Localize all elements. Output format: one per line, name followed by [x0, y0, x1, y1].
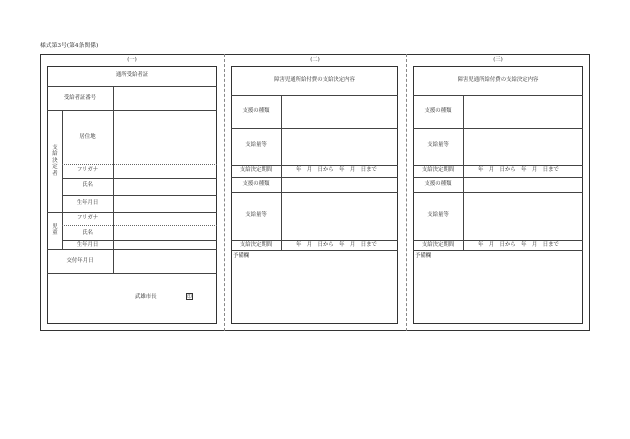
content-box-3 [413, 66, 583, 324]
seal-mark: 印 [187, 295, 192, 300]
content-title-2: 障害児通所給付費の支給決定内容 [274, 77, 355, 83]
panel-header-1: (一) [127, 56, 137, 63]
child-name-label: 氏名 [82, 230, 93, 236]
notes-label-2: 予備欄 [233, 253, 250, 259]
content-title-3: 障害児通所給付費の支給決定内容 [457, 77, 539, 83]
amount-label-3b: 支給量等 [427, 212, 449, 218]
period-value-3a: 年 月 日から 年 月 日まで [478, 167, 559, 173]
content-box-2 [231, 66, 398, 324]
child-birthdate-label: 生年月日 [76, 242, 99, 248]
period-label-3b: 支給決定期間 [421, 242, 455, 248]
mayor-label: 武雄市長 [135, 294, 157, 300]
child-furigana-label: フリガナ [76, 215, 99, 221]
decision-group-label: 支給決定者 [52, 145, 58, 177]
period-value-2b: 年 月 日から 年 月 日まで [296, 242, 377, 248]
furigana-label: フリガナ [76, 167, 99, 173]
recipient-number-label: 受給者証番号 [63, 95, 97, 101]
period-label-3a: 支給決定期間 [421, 167, 455, 173]
notes-label-3: 予備欄 [415, 253, 432, 259]
period-value-2a: 年 月 日から 年 月 日まで [296, 167, 377, 173]
issue-date-label: 交付年月日 [66, 258, 94, 264]
child-group-label: 児童 [52, 224, 58, 237]
form-label: 様式第3号(第4条関係) [40, 43, 99, 49]
birthdate-label: 生年月日 [76, 200, 99, 206]
panel-header-2: (二) [310, 56, 320, 63]
period-label-2a: 支給決定期間 [239, 167, 273, 173]
service-type-label-2a: 支援の種類 [242, 108, 270, 114]
service-type-label-2b: 支援の種類 [242, 181, 270, 187]
period-label-2b: 支給決定期間 [239, 242, 273, 248]
period-value-3b: 年 月 日から 年 月 日まで [478, 242, 559, 248]
name-label: 氏名 [82, 182, 93, 188]
address-label: 居住地 [79, 134, 96, 140]
amount-label-3a: 支給量等 [427, 142, 449, 148]
service-type-label-3a: 支援の種類 [424, 108, 452, 114]
fold-line-2 [406, 54, 407, 331]
service-type-label-3b: 支援の種類 [424, 181, 452, 187]
amount-label-2a: 支給量等 [245, 142, 267, 148]
fold-line-1 [224, 54, 225, 331]
certificate-title: 通所受給者証 [115, 72, 149, 78]
panel-header-3: (三) [493, 56, 503, 63]
amount-label-2b: 支給量等 [245, 212, 267, 218]
